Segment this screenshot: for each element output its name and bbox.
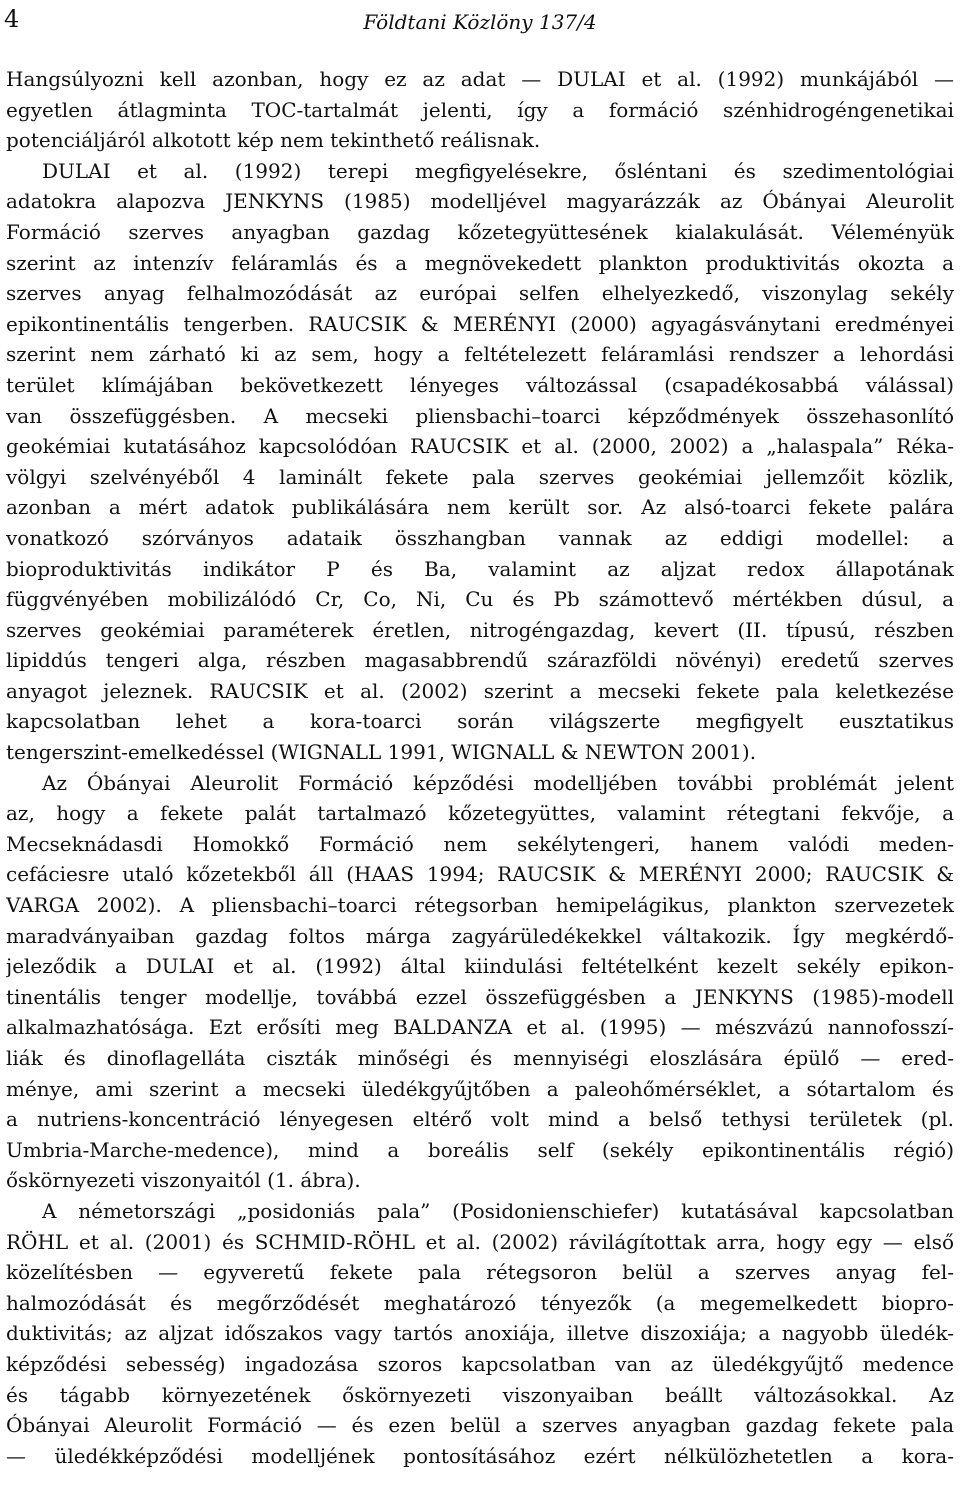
text-line: tinentális tenger modellje, továbbá ezzel összefüggésben a JENKYNS (1985)-modell <box>6 984 954 1009</box>
text-line: és tágabb környezetének őskörnyezeti viszonyaiban beállt változásokkal. Az <box>6 1382 954 1407</box>
text-line: anyagot jeleznek. RAUCSIK et al. (2002) szerint a mecseki fekete pala keletkezése <box>6 678 954 703</box>
page-header <box>0 4 960 38</box>
text-line: őskörnyezeti viszonyaitól (1. ábra). <box>6 1168 361 1193</box>
text-line: kapcsolatban lehet a kora-toarci során világszerte megfigyelt eusztatikus <box>6 709 954 734</box>
text-line: jeleződik a DULAI et al. (1992) által kiindulási feltételként kezelt sekély epikon- <box>6 954 954 979</box>
body-text <box>6 64 954 1471</box>
text-line: tengerszint-emelkedéssel (WIGNALL 1991, WIGNALL & NEWTON 2001). <box>6 740 757 765</box>
text-line: potenciáljáról alkotott kép nem tekinthető reálisnak. <box>6 128 541 153</box>
text-line: geokémiai kutatásához kapcsolódóan RAUCSIK et al. (2000, 2002) a „halaspala” Réka- <box>6 434 954 459</box>
text-line: a nutriens-koncentráció lényegesen eltérő volt mind a belső tethysi területek (pl. <box>6 1107 954 1132</box>
text-line: van összefüggésben. A mecseki pliensbachi–toarci képződmények összehasonlító <box>6 403 954 428</box>
text-line: epikontinentális tengerben. RAUCSIK & MERÉNYI (2000) agyagásványtani eredményei <box>6 311 954 336</box>
text-line: liák és dinoflagelláta ciszták minőségi és mennyiségi eloszlására épülő — ered- <box>6 1046 954 1070</box>
text-line: azonban a mért adatok publikálására nem került sor. Az alsó-toarci fekete palára <box>6 495 954 520</box>
text-line: vonatkozó szórványos adataik összhangban vannak az eddigi modellel: a <box>6 525 954 550</box>
text-line: szerint nem zárható ki az sem, hogy a feltételezett feláramlási rendszer a lehordási <box>6 342 954 367</box>
text-line: Az Óbányai Aleurolit Formáció képződési modelljében további problémát jelent <box>42 770 954 795</box>
text-line: közelítésben — egyveretű fekete pala rétegsoron belül a szerves anyag fel- <box>6 1260 954 1285</box>
text-line: ménye, ami szerint a mecseki üledékgyűjtőben a paleohőmérséklet, a sótartalom és <box>6 1076 954 1101</box>
text-line: szerint az intenzív feláramlás és a megnövekedett plankton produktivitás okozta a <box>6 250 954 275</box>
text-line: terület klímájában bekövetkezett lényeges változással (csapadékosabbá válással) <box>6 372 954 397</box>
text-line: Mecseknádasdi Homokkő Formáció nem sekélytengeri, hanem valódi meden- <box>6 831 954 856</box>
text-line: DULAI et al. (1992) terepi megfigyelésekre, ősléntani és szedimentológiai <box>42 158 954 183</box>
text-line: szerves anyag felhalmozódását az európai selfen elhelyezkedő, viszonylag sekély <box>6 281 954 306</box>
text-line: az, hogy a fekete palát tartalmazó kőzetegyüttes, valamint rétegtani fekvője, a <box>6 801 954 826</box>
journal-title: Földtani Közlöny 137/4 <box>363 10 597 34</box>
text-line: adatokra alapozva JENKYNS (1985) modelljével magyarázzák az Óbányai Aleurolit <box>6 189 954 214</box>
text-line: maradványaiban gazdag foltos márga zagyárüledékekkel váltakozik. Így megkérdő- <box>6 923 954 948</box>
page-number: 4 <box>4 5 20 33</box>
text-line: Umbria-Marche-medence), mind a boreális self (sekély epikontinentális régió) <box>6 1137 954 1162</box>
text-line: lipiddús tengeri alga, részben magasabbrendű szárazföldi növényi) eredetű szerves <box>6 648 954 673</box>
text-line: egyetlen átlagminta TOC-tartalmát jelenti, így a formáció szénhidrogéngenetikai <box>6 97 954 122</box>
text-line: RÖHL et al. (2001) és SCHMID-RÖHL et al. (2002) rávilágítottak arra, hogy egy — első <box>6 1229 954 1254</box>
text-line: — üledékképződési modelljének pontosításához ezért nélkülözhetetlen a kora- <box>6 1443 954 1468</box>
text-line: bioproduktivitás indikátor P és Ba, valamint az aljzat redox állapotának <box>6 556 954 581</box>
text-line: alkalmazhatósága. Ezt erősíti meg BALDANZA et al. (1995) — mészvázú nannofosszí- <box>6 1015 954 1040</box>
text-line: duktivitás; az aljzat időszakos vagy tartós anoxiája, illetve diszoxiája; a nagyobb üledék- <box>6 1321 954 1346</box>
text-line: A németországi „posidoniás pala” (Posidonienschiefer) kutatásával kapcsolatban <box>42 1198 954 1223</box>
text-line: Óbányai Aleurolit Formáció — és ezen belül a szerves anyagban gazdag fekete pala <box>6 1413 954 1438</box>
text-line: szerves geokémiai paraméterek éretlen, nitrogéngazdag, kevert (II. típusú, részben <box>6 617 954 642</box>
text-line: Hangsúlyozni kell azonban, hogy ez az adat — DULAI et al. (1992) munkájából — <box>6 67 954 91</box>
text-line: képződési sebesség) ingadozása szoros kapcsolatban van az üledékgyűjtő medence <box>6 1351 954 1376</box>
text-line: Formáció szerves anyagban gazdag kőzetegyüttesének kialakulását. Véleményük <box>6 219 954 244</box>
text-line: függvényében mobilizálódó Cr, Co, Ni, Cu és Pb számottevő mértékben dúsul, a <box>6 587 954 612</box>
text-line: halmozódását és megőrződését meghatározó tényezők (a megemelkedett biopro- <box>6 1290 954 1315</box>
text-line: völgyi szelvényéből 4 laminált fekete pala szerves geokémiai jellemzőit közlik, <box>6 464 954 489</box>
text-line: cefáciesre utaló kőzetekből áll (HAAS 1994; RAUCSIK & MERÉNYI 2000; RAUCSIK & <box>6 862 954 887</box>
text-line: VARGA 2002). A pliensbachi–toarci rétegsorban hemipelágikus, plankton szervezetek <box>6 893 954 918</box>
